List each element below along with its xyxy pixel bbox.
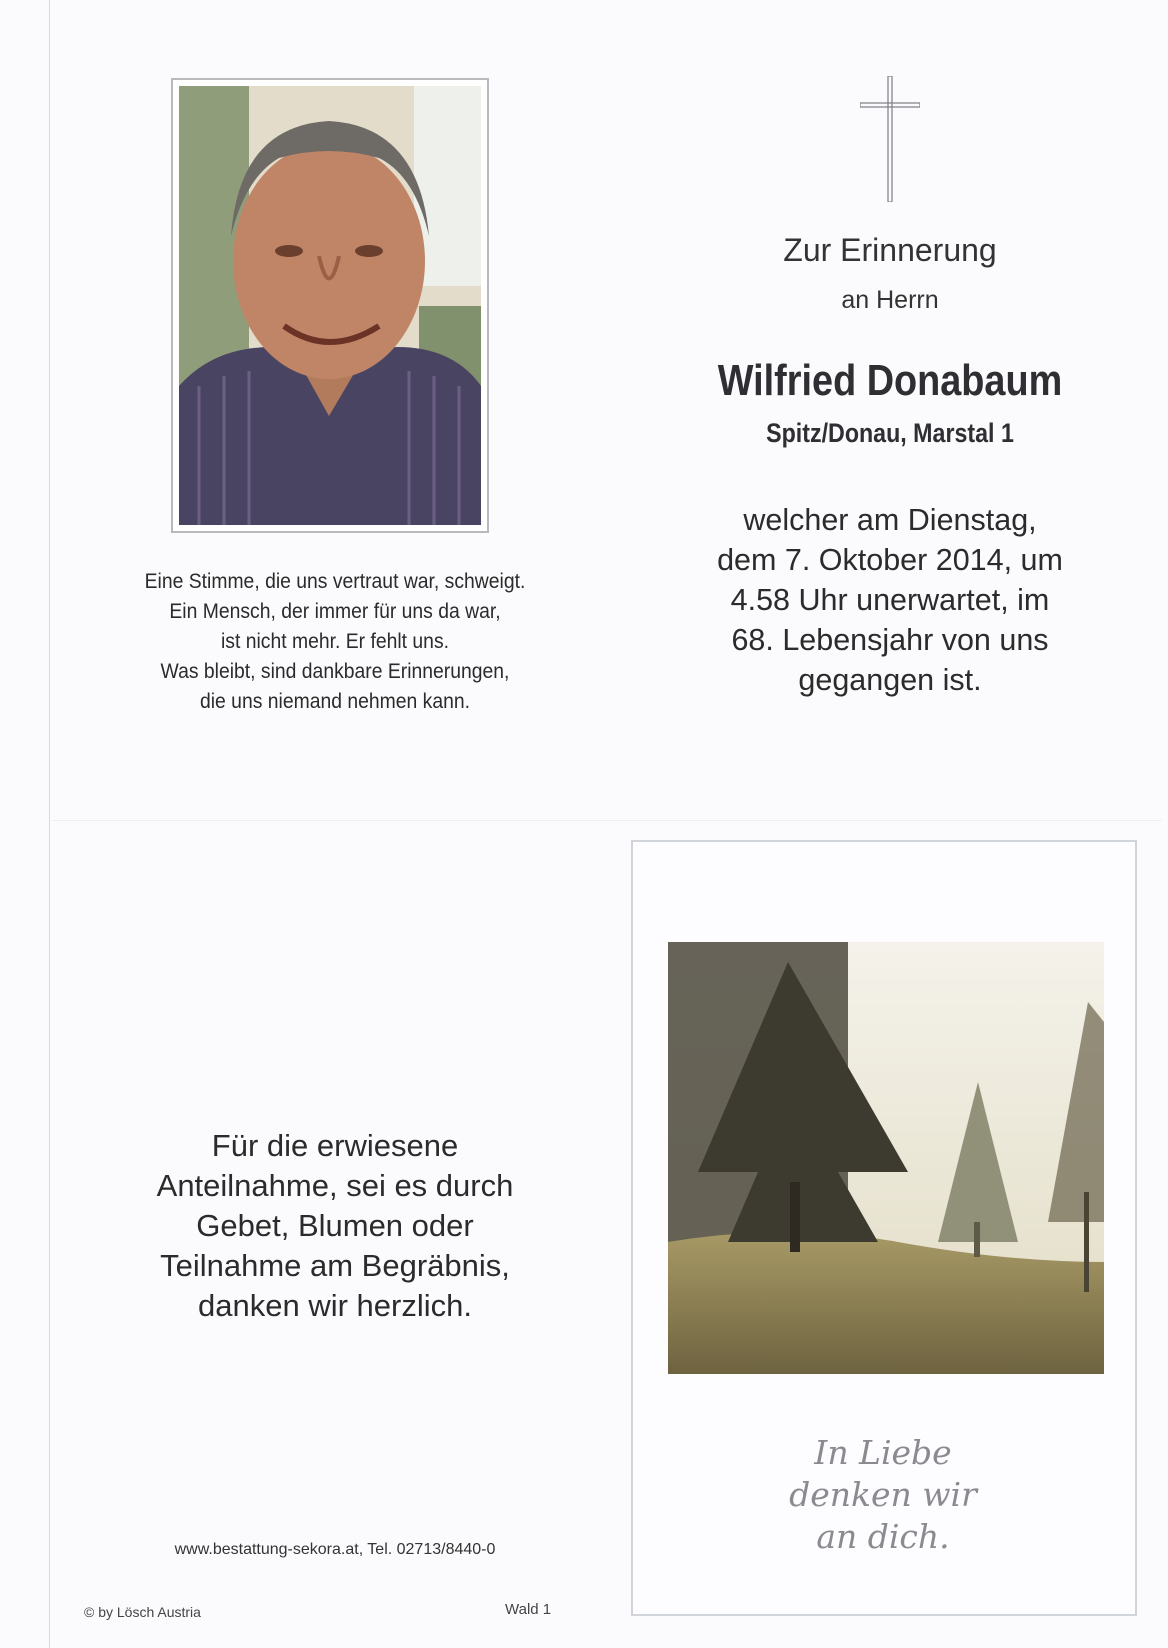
portrait-frame <box>171 78 489 533</box>
portrait-photo <box>179 86 481 525</box>
death-notice: welcher am Dienstag, dem 7. Oktober 2014, um 4.58 Uhr unerwartet, im 68. Lebensjahr von uns gegangen ist. <box>717 503 1063 697</box>
page-edge <box>49 0 50 1648</box>
in-love-script: In Liebe denken wir an dich. <box>789 1433 977 1556</box>
thanks-text: Für die erwiesene Anteilnahme, sei es durch Gebet, Blumen oder Teilnahme am Begräbnis, danken wir herzlich. <box>156 1128 514 1323</box>
deceased-name: Wilfried Donabaum <box>717 356 1063 405</box>
memorial-poem: Eine Stimme, die uns vertraut war, schweigt. Ein Mensch, der immer für uns da war, ist nicht mehr. Er fehlt uns. Was bleibt, sind dankbare Erinnerungen, die uns niemand nehmen kann. <box>144 569 526 713</box>
salutation: an Herrn <box>841 286 939 314</box>
card-code: Wald 1 <box>505 1601 552 1618</box>
funeral-home-contact: www.bestattung-sekora.at, Tel. 02713/8440-0 <box>174 1541 496 1558</box>
portrait-illustration <box>179 86 481 525</box>
forest-illustration <box>668 942 1104 1374</box>
cross-icon <box>860 76 920 202</box>
deceased-address: Spitz/Donau, Marstal 1 <box>766 418 1014 448</box>
card-fold-line <box>52 820 1162 821</box>
in-memory-heading: Zur Erinnerung <box>783 232 997 268</box>
forest-landscape-image <box>668 942 1104 1374</box>
copyright-note: © by Lösch Austria <box>84 1604 201 1620</box>
memorial-card-panel <box>631 840 1137 1616</box>
